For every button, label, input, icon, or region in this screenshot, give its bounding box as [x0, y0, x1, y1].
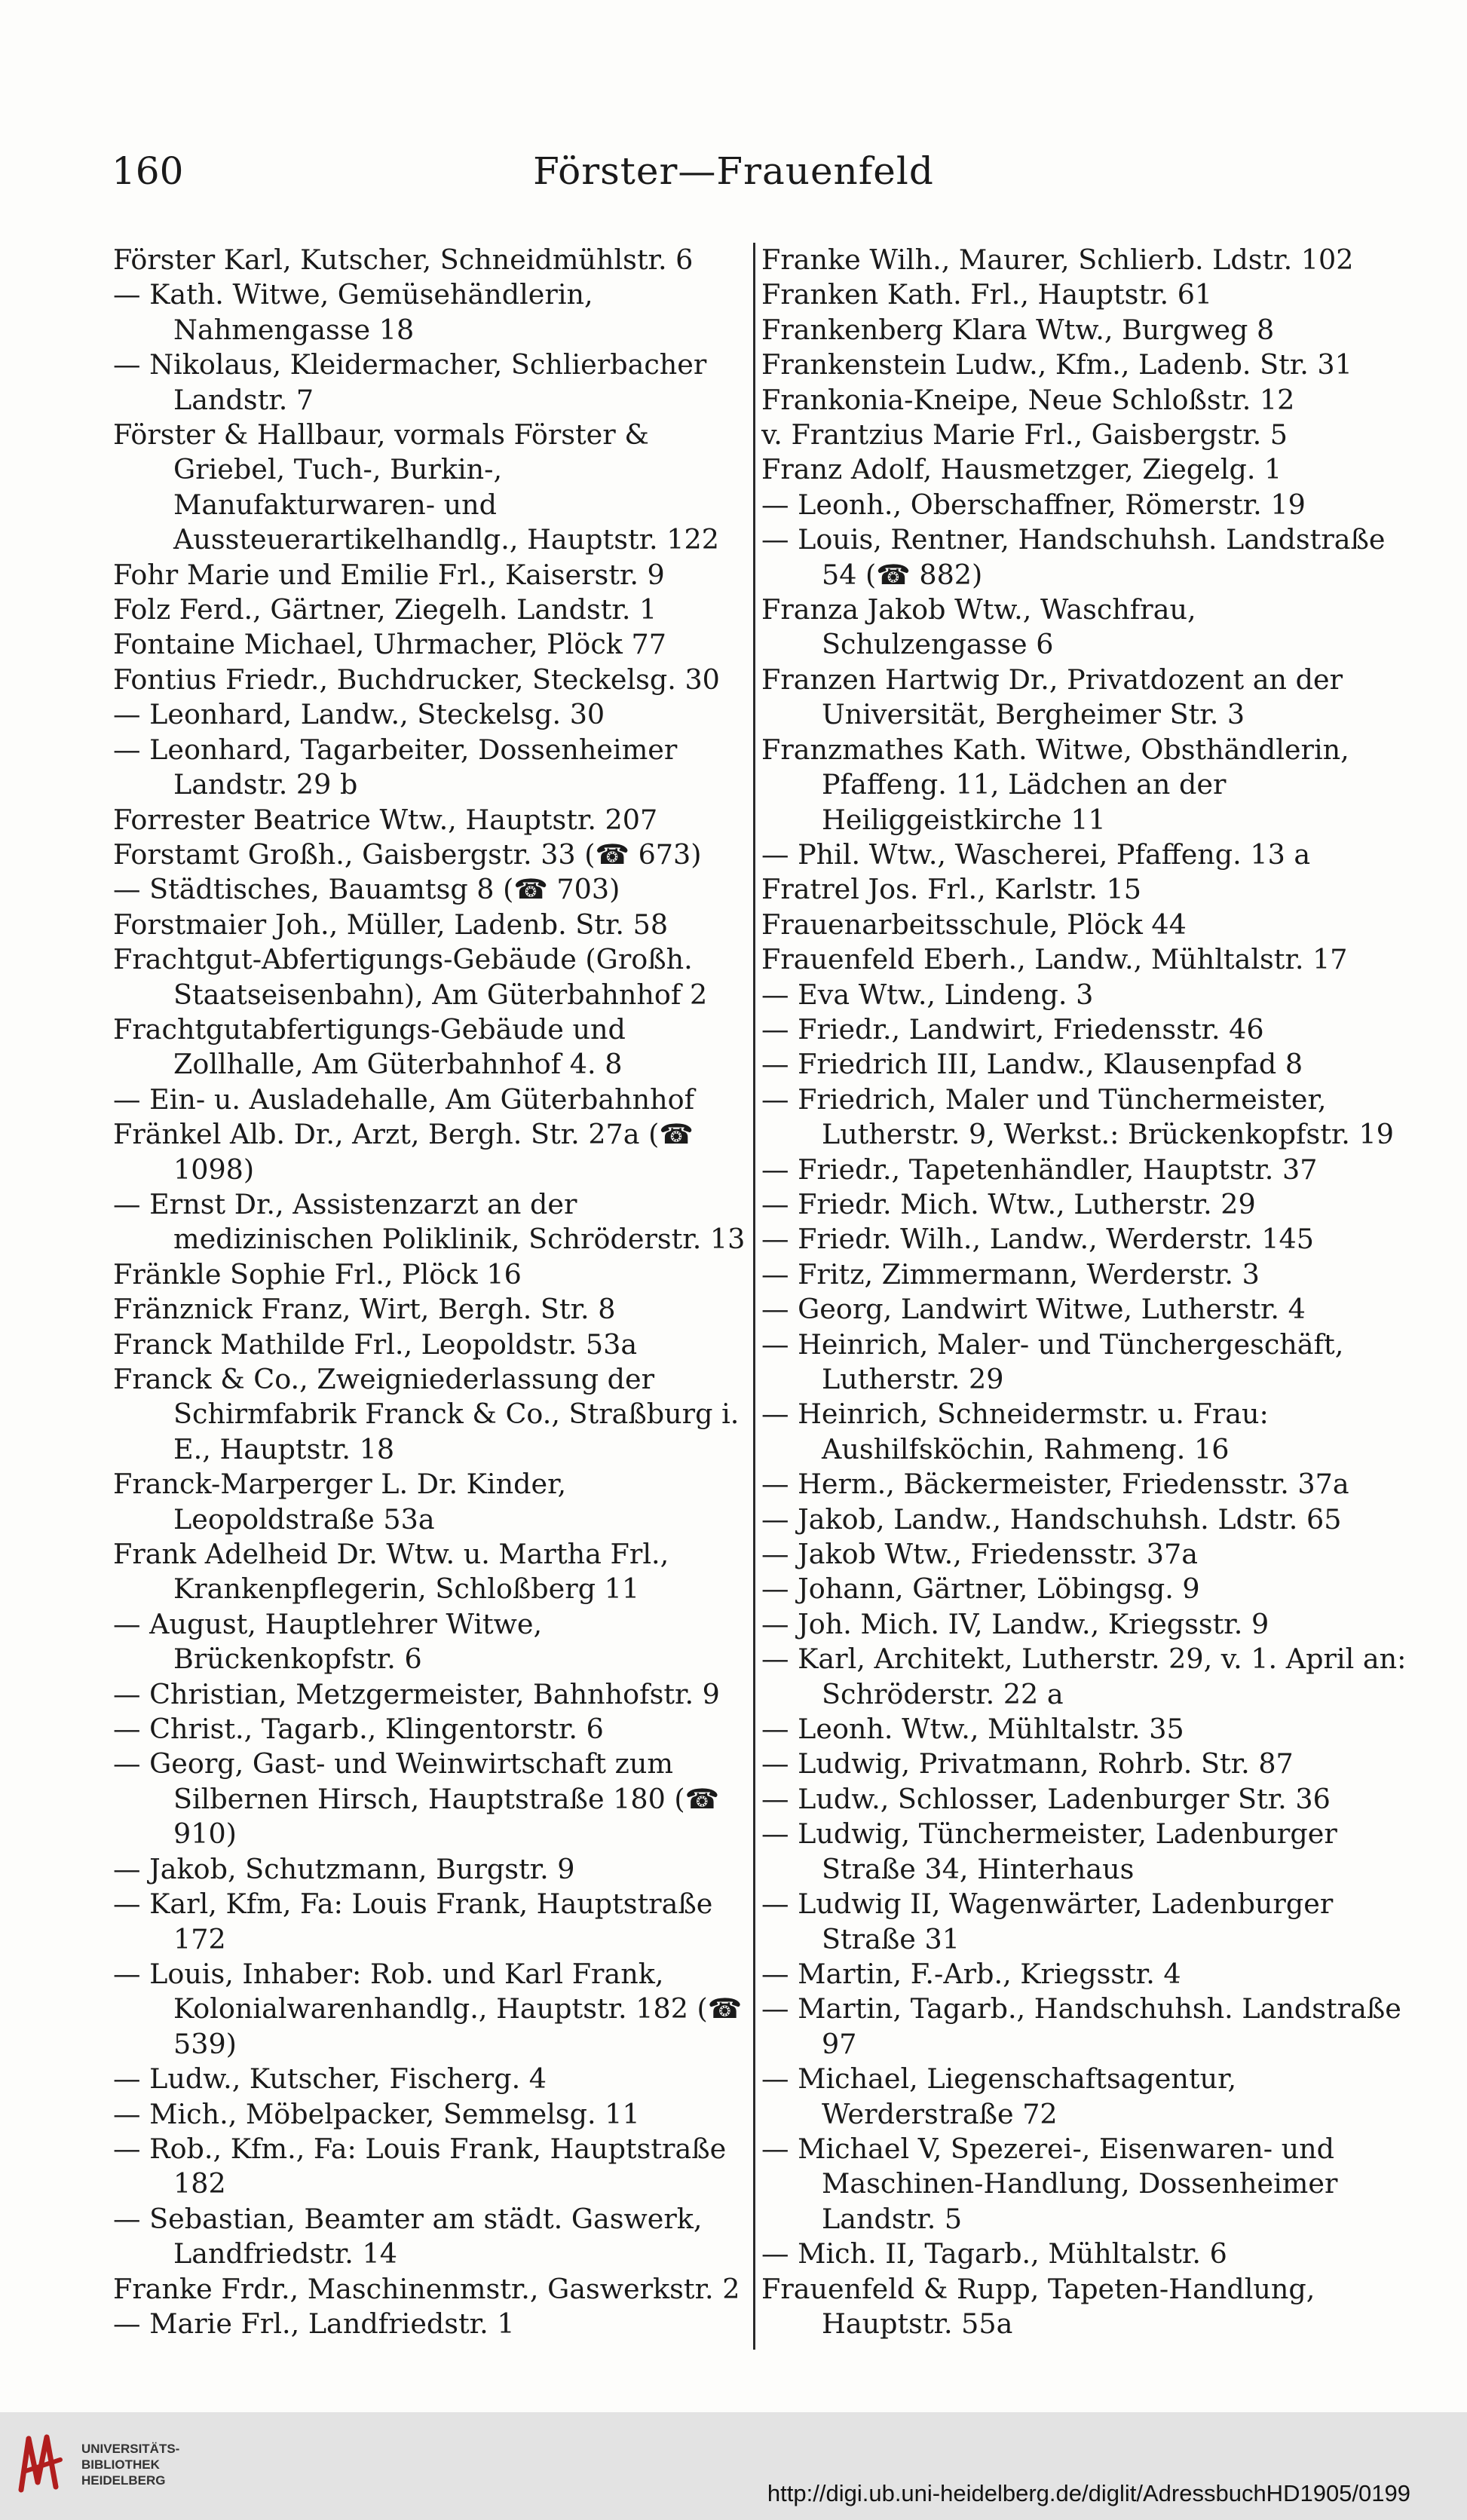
directory-entry: Folz Ferd., Gärtner, Ziegelh. Landstr. 1: [113, 593, 657, 626]
directory-entry: Fränkel Alb. Dr., Arzt, Bergh. Str. 27a (☎ 1098): [113, 1118, 694, 1186]
directory-entry: — Jakob, Landw., Handschuhsh. Ldstr. 65: [761, 1502, 1342, 1536]
directory-entry: — Herm., Bäckermeister, Friedensstr. 37a: [761, 1468, 1349, 1501]
directory-entry: — Leonhard, Tagarbeiter, Dossenheimer Landstr. 29 b: [113, 733, 678, 801]
directory-entry: — Louis, Rentner, Handschuhsh. Landstraße 54 (☎ 882): [761, 523, 1386, 591]
directory-entry: Franzen Hartwig Dr., Privatdozent an der Universität, Bergheimer Str. 3: [761, 663, 1343, 731]
directory-entry: — Martin, F.-Arb., Kriegsstr. 4: [761, 1957, 1181, 1990]
library-logo: [15, 2426, 188, 2509]
directory-entry: Frauenfeld & Rupp, Tapeten-Handlung, Hauptstr. 55a: [761, 2272, 1315, 2340]
directory-entry: — Leonh., Oberschaffner, Römerstr. 19: [761, 488, 1306, 521]
directory-entry: Förster & Hallbaur, vormals Förster & Griebel, Tuch-, Burkin-, Manufakturwaren- und Aussteuerartikelhandlg., Hauptstr. 122: [113, 418, 719, 556]
directory-entry: Fränznick Franz, Wirt, Bergh. Str. 8: [113, 1293, 616, 1326]
library-logo-text: [81, 2441, 179, 2488]
directory-entry: Franck & Co., Zweigniederlassung der Schirmfabrik Franck & Co., Straßburg i. E., Hauptstr. 18: [113, 1363, 740, 1465]
directory-entry: — Ernst Dr., Assistenzarzt an der medizinischen Poliklinik, Schröderstr. 13: [113, 1187, 746, 1256]
directory-entry: Fohr Marie und Emilie Frl., Kaiserstr. 9: [113, 558, 665, 591]
directory-entry: Fontius Friedr., Buchdrucker, Steckelsg. 30: [113, 663, 720, 696]
directory-entry: — Friedr. Mich. Wtw., Lutherstr. 29: [761, 1187, 1256, 1220]
source-url-link[interactable]: http://digi.ub.uni-heidelberg.de/diglit/AdressbuchHD1905/0199: [767, 2480, 1410, 2506]
directory-entry: — Phil. Wtw., Wascherei, Pfaffeng. 13 a: [761, 837, 1311, 871]
directory-entry: — Rob., Kfm., Fa: Louis Frank, Hauptstraße 182: [113, 2132, 727, 2200]
directory-entry: — Eva Wtw., Lindeng. 3: [761, 978, 1094, 1011]
directory-entry: — Marie Frl., Landfriedstr. 1: [113, 2307, 515, 2340]
right-column: [761, 243, 1410, 2341]
directory-entry: — Mich., Möbelpacker, Semmelsg. 11: [113, 2097, 640, 2130]
directory-entry: Frank Adelheid Dr. Wtw. u. Martha Frl., Krankenpflegerin, Schloßberg 11: [113, 1538, 669, 1606]
directory-entry: Franck-Marperger L. Dr. Kinder, Leopoldstraße 53a: [113, 1468, 567, 1536]
directory-entry: — Christ., Tagarb., Klingentorstr. 6: [113, 1713, 604, 1746]
directory-entry: — Friedrich, Maler und Tünchermeister, Lutherstr. 9, Werkst.: Brückenkopfstr. 19: [761, 1082, 1394, 1151]
directory-entry: — Leonhard, Landw., Steckelsg. 30: [113, 698, 605, 731]
directory-entry: — Heinrich, Maler- und Tünchergeschäft, Lutherstr. 29: [761, 1327, 1344, 1395]
directory-entry: — Ludw., Schlosser, Ladenburger Str. 36: [761, 1782, 1331, 1815]
directory-entry: — Karl, Architekt, Lutherstr. 29, v. 1. April an: Schröderstr. 22 a: [761, 1643, 1407, 1710]
directory-entry: Frauenfeld Eberh., Landw., Mühltalstr. 17: [761, 943, 1348, 976]
directory-entry: Franza Jakob Wtw., Waschfrau, Schulzengasse 6: [761, 593, 1196, 661]
running-title: Förster—Frauenfeld: [533, 149, 934, 193]
directory-entry: — Christian, Metzgermeister, Bahnhofstr. 9: [113, 1677, 720, 1710]
directory-entry: — Friedr., Tapetenhändler, Hauptstr. 37: [761, 1153, 1318, 1186]
footer-bar: [0, 2412, 1467, 2520]
directory-entry: — Nikolaus, Kleidermacher, Schlierbacher Landstr. 7: [113, 348, 707, 416]
directory-entry: — August, Hauptlehrer Witwe, Brückenkopfstr. 6: [113, 1607, 543, 1676]
directory-entry: Forrester Beatrice Wtw., Hauptstr. 207: [113, 803, 658, 836]
directory-entry: — Ludwig, Privatmann, Rohrb. Str. 87: [761, 1747, 1294, 1781]
directory-entry: — Martin, Tagarb., Handschuhsh. Landstraße 97: [761, 1992, 1401, 2060]
directory-entry: — Sebastian, Beamter am städt. Gaswerk, Landfriedstr. 14: [113, 2202, 703, 2270]
directory-entry: Frauenarbeitsschule, Plöck 44: [761, 908, 1187, 941]
column-divider: [753, 243, 755, 2350]
directory-entry: — Kath. Witwe, Gemüsehändlerin, Nahmengasse 18: [113, 278, 593, 346]
directory-entry: — Karl, Kfm, Fa: Louis Frank, Hauptstraße 172: [113, 1888, 713, 1955]
directory-entry: — Friedr. Wilh., Landw., Werderstr. 145: [761, 1223, 1314, 1256]
logo-line: HEIDELBERG: [81, 2473, 166, 2488]
directory-entry: Fränkle Sophie Frl., Plöck 16: [113, 1257, 522, 1291]
directory-entry: — Georg, Landwirt Witwe, Lutherstr. 4: [761, 1293, 1306, 1326]
left-column: [113, 243, 761, 2341]
directory-entry: Frachtgutabfertigungs-Gebäude und Zollhalle, Am Güterbahnhof 4. 8: [113, 1012, 626, 1081]
directory-entry: Frachtgut-Abfertigungs-Gebäude (Großh. Staatseisenbahn), Am Güterbahnhof 2: [113, 943, 708, 1011]
directory-entry: — Michael, Liegenschaftsagentur, Werderstraße 72: [761, 2062, 1237, 2130]
directory-entry: — Friedrich III, Landw., Klausenpfad 8: [761, 1048, 1303, 1081]
directory-entry: — Heinrich, Schneidermstr. u. Frau: Aushilfsköchin, Rahmeng. 16: [761, 1398, 1269, 1465]
directory-entry: Frankonia-Kneipe, Neue Schloßstr. 12: [761, 383, 1295, 416]
directory-entry: — Fritz, Zimmermann, Werderstr. 3: [761, 1257, 1260, 1291]
directory-entry: — Städtisches, Bauamtsg 8 (☎ 703): [113, 873, 620, 906]
directory-entry: — Ludwig, Tünchermeister, Ladenburger Straße 34, Hinterhaus: [761, 1817, 1337, 1885]
directory-entry: — Johann, Gärtner, Löbingsg. 9: [761, 1572, 1200, 1606]
directory-entry: — Georg, Gast- und Weinwirtschaft zum Silbernen Hirsch, Hauptstraße 180 (☎ 910): [113, 1747, 720, 1851]
library-logo-icon: [15, 2430, 68, 2497]
directory-entry: Frankenstein Ludw., Kfm., Ladenb. Str. 31: [761, 348, 1352, 381]
directory-entry: Franck Mathilde Frl., Leopoldstr. 53a: [113, 1327, 638, 1361]
directory-entry: — Jakob Wtw., Friedensstr. 37a: [761, 1538, 1198, 1571]
directory-entry: Forstmaier Joh., Müller, Ladenb. Str. 58: [113, 908, 669, 941]
page-number: 160: [112, 149, 184, 193]
directory-entry: v. Frantzius Marie Frl., Gaisbergstr. 5: [761, 418, 1288, 452]
directory-entry: Fratrel Jos. Frl., Karlstr. 15: [761, 873, 1141, 906]
directory-entry: Franke Frdr., Maschinenmstr., Gaswerkstr. 2: [113, 2272, 740, 2305]
directory-entry: Förster Karl, Kutscher, Schneidmühlstr. 6: [113, 243, 694, 276]
directory-entry: — Michael V, Spezerei-, Eisenwaren- und Maschinen-Handlung, Dossenheimer Landstr. 5: [761, 2132, 1338, 2235]
logo-line: UNIVERSITÄTS-: [81, 2442, 180, 2456]
directory-entry: Forstamt Großh., Gaisbergstr. 33 (☎ 673): [113, 837, 702, 871]
directory-entry: — Jakob, Schutzmann, Burgstr. 9: [113, 1852, 575, 1885]
directory-entry: Frankenberg Klara Wtw., Burgweg 8: [761, 313, 1275, 346]
directory-entry: — Ludw., Kutscher, Fischerg. 4: [113, 2062, 547, 2096]
logo-line: BIBLIOTHEK: [81, 2457, 160, 2472]
directory-entry: Franke Wilh., Maurer, Schlierb. Ldstr. 102: [761, 243, 1354, 276]
directory-entry: Fontaine Michael, Uhrmacher, Plöck 77: [113, 628, 666, 661]
directory-entry: Franzmathes Kath. Witwe, Obsthändlerin, Pfaffeng. 11, Lädchen an der Heiliggeistkirche 11: [761, 733, 1349, 836]
directory-entry: — Leonh. Wtw., Mühltalstr. 35: [761, 1713, 1184, 1746]
directory-entry: — Joh. Mich. IV, Landw., Kriegsstr. 9: [761, 1607, 1269, 1640]
directory-entry: — Ludwig II, Wagenwärter, Ladenburger Straße 31: [761, 1888, 1334, 1955]
directory-entry: Franken Kath. Frl., Hauptstr. 61: [761, 278, 1213, 311]
directory-entry: — Mich. II, Tagarb., Mühltalstr. 6: [761, 2237, 1227, 2270]
directory-entry: — Louis, Inhaber: Rob. und Karl Frank, Kolonialwarenhandlg., Hauptstr. 182 (☎ 539): [113, 1957, 743, 2060]
directory-entry: — Friedr., Landwirt, Friedensstr. 46: [761, 1012, 1264, 1046]
page-header: [0, 149, 1467, 210]
directory-entry: Franz Adolf, Hausmetzger, Ziegelg. 1: [761, 453, 1282, 486]
directory-entry: — Ein- u. Ausladehalle, Am Güterbahnhof: [113, 1082, 695, 1116]
